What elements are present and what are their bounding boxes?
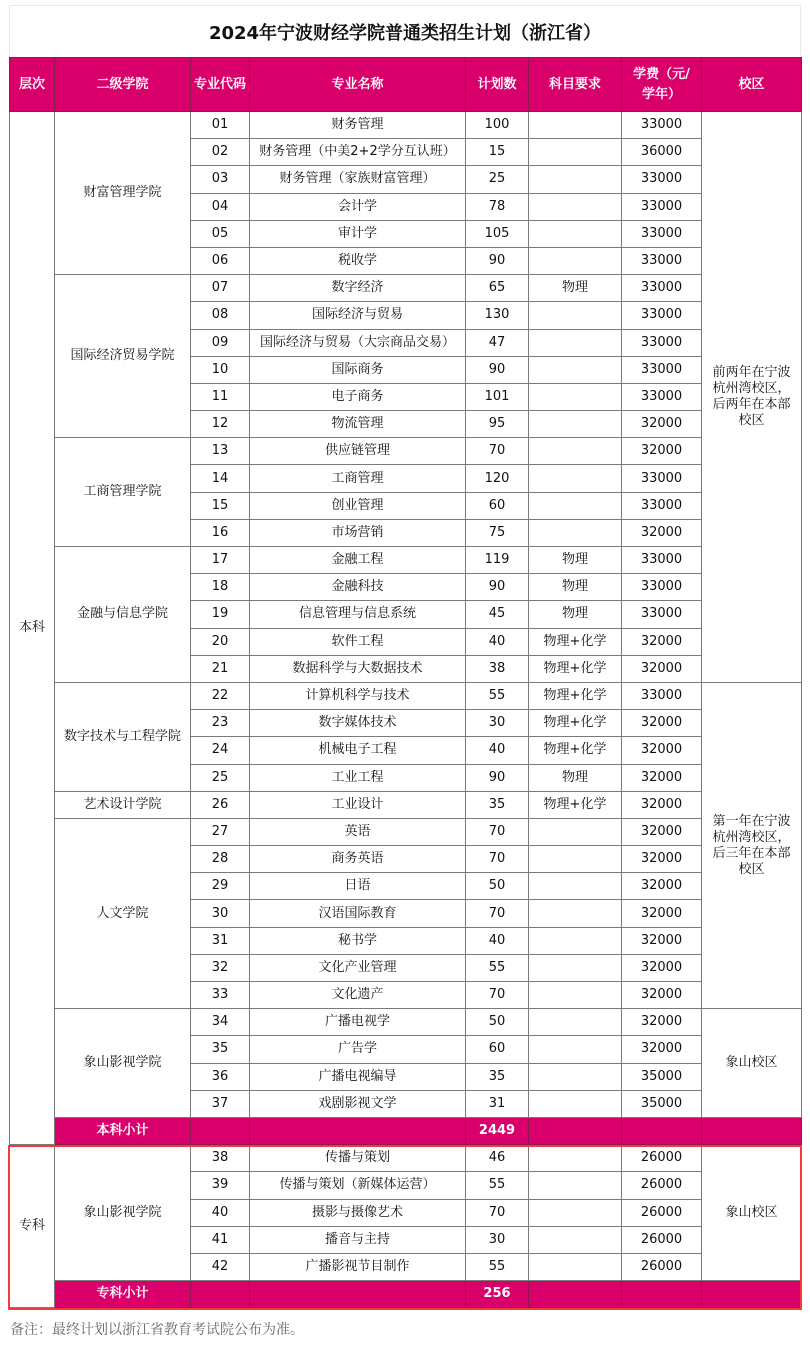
subject-requirement: 物理+化学 [529,710,622,737]
tuition-fee: 32000 [622,982,702,1009]
subtotal-blank [191,1281,250,1308]
subject-requirement [529,166,622,193]
tuition-fee: 33000 [622,193,702,220]
plan-count: 46 [466,1145,529,1172]
subtotal-blank [702,1117,802,1144]
plan-count: 40 [466,628,529,655]
page-title: 2024年宁波财经学院普通类招生计划（浙江省） [9,5,801,57]
plan-count: 95 [466,411,529,438]
tuition-fee: 32000 [622,628,702,655]
major-code: 16 [191,519,250,546]
major-name: 播音与主持 [250,1226,466,1253]
major-name: 英语 [250,818,466,845]
college-name: 数字技术与工程学院 [55,682,191,791]
subject-requirement [529,1036,622,1063]
plan-count: 30 [466,1226,529,1253]
campus: 象山校区 [702,1009,802,1118]
subtotal-blank [529,1117,622,1144]
major-name: 广播影视节目制作 [250,1253,466,1280]
tuition-fee: 33000 [622,356,702,383]
plan-count: 101 [466,383,529,410]
tuition-fee: 32000 [622,710,702,737]
subject-requirement [529,247,622,274]
table-row [10,682,802,709]
table-row [10,275,802,302]
tuition-fee: 33000 [622,247,702,274]
tuition-fee: 32000 [622,655,702,682]
header-college: 二级学院 [55,58,191,112]
table-row [10,1009,802,1036]
tuition-fee: 32000 [622,438,702,465]
plan-count: 30 [466,710,529,737]
major-code: 23 [191,710,250,737]
major-name: 会计学 [250,193,466,220]
plan-count: 50 [466,1009,529,1036]
enrollment-plan-table [9,57,802,1308]
tuition-fee: 32000 [622,411,702,438]
major-name: 工业工程 [250,764,466,791]
subtotal-blank [622,1117,702,1144]
subject-requirement: 物理+化学 [529,628,622,655]
tuition-fee: 33000 [622,601,702,628]
major-name: 物流管理 [250,411,466,438]
major-code: 32 [191,954,250,981]
plan-count: 130 [466,302,529,329]
major-name: 秘书学 [250,927,466,954]
tuition-fee: 33000 [622,465,702,492]
tuition-fee: 33000 [622,574,702,601]
subject-requirement [529,927,622,954]
zhuanke-subtotal-row [10,1281,802,1308]
major-code: 21 [191,655,250,682]
major-code: 30 [191,900,250,927]
subtotal-value: 2449 [466,1117,529,1144]
plan-count: 119 [466,547,529,574]
subtotal-label: 本科小计 [55,1117,191,1144]
plan-count: 38 [466,655,529,682]
major-code: 01 [191,112,250,139]
plan-count: 35 [466,1063,529,1090]
subject-requirement: 物理+化学 [529,791,622,818]
plan-count: 55 [466,682,529,709]
major-name: 广告学 [250,1036,466,1063]
tuition-fee: 32000 [622,764,702,791]
plan-count: 78 [466,193,529,220]
subject-requirement [529,302,622,329]
table-row [10,112,802,139]
major-code: 17 [191,547,250,574]
subject-requirement [529,383,622,410]
subject-requirement [529,954,622,981]
subtotal-blank [529,1281,622,1308]
subject-requirement [529,193,622,220]
header-tuition: 学费（元/学年） [622,58,702,112]
major-name: 日语 [250,873,466,900]
major-name: 金融科技 [250,574,466,601]
subject-requirement [529,112,622,139]
table-header-row [10,58,802,112]
major-code: 25 [191,764,250,791]
major-name: 财务管理（家族财富管理） [250,166,466,193]
major-code: 15 [191,492,250,519]
major-name: 税收学 [250,247,466,274]
plan-count: 70 [466,846,529,873]
major-name: 广播电视学 [250,1009,466,1036]
header-campus: 校区 [702,58,802,112]
tuition-fee: 33000 [622,329,702,356]
subject-requirement: 物理+化学 [529,737,622,764]
plan-count: 90 [466,356,529,383]
major-name: 戏剧影视文学 [250,1090,466,1117]
subject-requirement [529,1063,622,1090]
major-code: 28 [191,846,250,873]
plan-count: 90 [466,764,529,791]
subtotal-blank [702,1281,802,1308]
tuition-fee: 33000 [622,492,702,519]
major-name: 数字媒体技术 [250,710,466,737]
major-code: 19 [191,601,250,628]
major-code: 40 [191,1199,250,1226]
plan-count: 55 [466,954,529,981]
major-name: 市场营销 [250,519,466,546]
major-name: 信息管理与信息系统 [250,601,466,628]
college-name: 财富管理学院 [55,112,191,275]
major-code: 35 [191,1036,250,1063]
subject-requirement [529,818,622,845]
major-code: 09 [191,329,250,356]
plan-count: 50 [466,873,529,900]
plan-count: 75 [466,519,529,546]
major-code: 20 [191,628,250,655]
major-name: 文化产业管理 [250,954,466,981]
tuition-fee: 32000 [622,519,702,546]
plan-count: 60 [466,492,529,519]
subtotal-blank [622,1281,702,1308]
benke-subtotal-row [10,1117,802,1144]
subject-requirement [529,220,622,247]
tuition-fee: 36000 [622,139,702,166]
table-row [10,438,802,465]
plan-count: 47 [466,329,529,356]
subtotal-blank [250,1117,466,1144]
tuition-fee: 32000 [622,927,702,954]
major-code: 10 [191,356,250,383]
major-code: 14 [191,465,250,492]
major-name: 传播与策划 [250,1145,466,1172]
major-name: 汉语国际教育 [250,900,466,927]
college-name: 人文学院 [55,818,191,1008]
major-name: 国际经济与贸易 [250,302,466,329]
plan-count: 100 [466,112,529,139]
subtotal-value: 256 [466,1281,529,1308]
table-row [10,1145,802,1172]
tuition-fee: 26000 [622,1226,702,1253]
tuition-fee: 33000 [622,682,702,709]
plan-count: 105 [466,220,529,247]
tuition-fee: 33000 [622,166,702,193]
tuition-fee: 32000 [622,1036,702,1063]
major-name: 摄影与摄像艺术 [250,1199,466,1226]
major-name: 审计学 [250,220,466,247]
major-code: 36 [191,1063,250,1090]
plan-count: 45 [466,601,529,628]
major-name: 电子商务 [250,383,466,410]
tuition-fee: 35000 [622,1063,702,1090]
plan-count: 40 [466,737,529,764]
college-name: 国际经济贸易学院 [55,275,191,438]
tuition-fee: 32000 [622,1009,702,1036]
campus: 第一年在宁波杭州湾校区，后三年在本部校区 [702,682,802,1008]
header-subject-req: 科目要求 [529,58,622,112]
plan-count: 70 [466,982,529,1009]
tuition-fee: 32000 [622,900,702,927]
college-name: 金融与信息学院 [55,547,191,683]
major-name: 供应链管理 [250,438,466,465]
plan-count: 90 [466,574,529,601]
tuition-fee: 26000 [622,1253,702,1280]
subject-requirement [529,1090,622,1117]
tuition-fee: 26000 [622,1172,702,1199]
major-code: 41 [191,1226,250,1253]
major-code: 24 [191,737,250,764]
major-name: 创业管理 [250,492,466,519]
table-row [10,791,802,818]
header-major-code: 专业代码 [191,58,250,112]
subject-requirement [529,139,622,166]
tuition-fee: 32000 [622,737,702,764]
college-name: 象山影视学院 [55,1145,191,1281]
header-major-name: 专业名称 [250,58,466,112]
tuition-fee: 33000 [622,302,702,329]
plan-count: 40 [466,927,529,954]
tuition-fee: 32000 [622,818,702,845]
major-code: 34 [191,1009,250,1036]
major-name: 数字经济 [250,275,466,302]
college-name: 艺术设计学院 [55,791,191,818]
subject-requirement [529,900,622,927]
major-code: 33 [191,982,250,1009]
subject-requirement: 物理+化学 [529,682,622,709]
college-name: 象山影视学院 [55,1009,191,1118]
plan-count: 35 [466,791,529,818]
major-name: 传播与策划（新媒体运营） [250,1172,466,1199]
subject-requirement [529,846,622,873]
plan-count: 70 [466,438,529,465]
major-code: 12 [191,411,250,438]
major-name: 软件工程 [250,628,466,655]
major-code: 02 [191,139,250,166]
major-name: 金融工程 [250,547,466,574]
tuition-fee: 26000 [622,1199,702,1226]
major-code: 04 [191,193,250,220]
major-code: 06 [191,247,250,274]
tuition-fee: 33000 [622,547,702,574]
tuition-fee: 33000 [622,112,702,139]
major-code: 18 [191,574,250,601]
plan-count: 15 [466,139,529,166]
plan-count: 120 [466,465,529,492]
campus: 象山校区 [702,1145,802,1281]
subject-requirement: 物理 [529,764,622,791]
tuition-fee: 32000 [622,791,702,818]
plan-count: 65 [466,275,529,302]
subject-requirement [529,873,622,900]
major-name: 商务英语 [250,846,466,873]
subject-requirement [529,1009,622,1036]
subject-requirement [529,465,622,492]
subject-requirement [529,519,622,546]
major-code: 11 [191,383,250,410]
subject-requirement: 物理+化学 [529,655,622,682]
major-name: 国际经济与贸易（大宗商品交易） [250,329,466,356]
major-name: 财务管理 [250,112,466,139]
subtotal-blank [191,1117,250,1144]
subject-requirement [529,1172,622,1199]
plan-count: 31 [466,1090,529,1117]
major-code: 05 [191,220,250,247]
tuition-fee: 33000 [622,383,702,410]
plan-count: 70 [466,1199,529,1226]
level-benke: 本科 [10,112,55,1145]
plan-count: 55 [466,1253,529,1280]
tuition-fee: 33000 [622,275,702,302]
level-zhuanke: 专科 [10,1145,55,1308]
major-code: 39 [191,1172,250,1199]
major-code: 07 [191,275,250,302]
major-code: 13 [191,438,250,465]
subject-requirement [529,1199,622,1226]
table-row [10,818,802,845]
major-name: 广播电视编导 [250,1063,466,1090]
tuition-fee: 26000 [622,1145,702,1172]
major-name: 国际商务 [250,356,466,383]
footnote: 备注：最终计划以浙江省教育考试院公布为准。 [10,1322,304,1338]
subject-requirement: 物理 [529,275,622,302]
major-code: 27 [191,818,250,845]
header-level: 层次 [10,58,55,112]
tuition-fee: 32000 [622,873,702,900]
plan-count: 70 [466,900,529,927]
plan-count: 90 [466,247,529,274]
tuition-fee: 32000 [622,954,702,981]
major-code: 42 [191,1253,250,1280]
subtotal-blank [250,1281,466,1308]
subject-requirement [529,438,622,465]
major-name: 文化遗产 [250,982,466,1009]
plan-count: 60 [466,1036,529,1063]
subject-requirement [529,356,622,383]
major-name: 计算机科学与技术 [250,682,466,709]
major-name: 工业设计 [250,791,466,818]
subject-requirement: 物理 [529,574,622,601]
subject-requirement: 物理 [529,547,622,574]
campus: 前两年在宁波杭州湾校区，后两年在本部校区 [702,112,802,683]
major-code: 29 [191,873,250,900]
major-name: 财务管理（中美2+2学分互认班） [250,139,466,166]
subject-requirement [529,982,622,1009]
major-name: 机械电子工程 [250,737,466,764]
subject-requirement [529,329,622,356]
major-code: 38 [191,1145,250,1172]
major-code: 08 [191,302,250,329]
college-name: 工商管理学院 [55,438,191,547]
major-code: 37 [191,1090,250,1117]
subject-requirement [529,411,622,438]
tuition-fee: 35000 [622,1090,702,1117]
major-code: 26 [191,791,250,818]
subject-requirement [529,492,622,519]
major-name: 工商管理 [250,465,466,492]
major-name: 数据科学与大数据技术 [250,655,466,682]
major-code: 31 [191,927,250,954]
tuition-fee: 32000 [622,846,702,873]
major-code: 03 [191,166,250,193]
table-body [10,112,802,1308]
tuition-fee: 33000 [622,220,702,247]
subtotal-label: 专科小计 [55,1281,191,1308]
subject-requirement [529,1145,622,1172]
subject-requirement: 物理 [529,601,622,628]
plan-count: 55 [466,1172,529,1199]
subject-requirement [529,1253,622,1280]
header-plan-count: 计划数 [466,58,529,112]
major-code: 22 [191,682,250,709]
subject-requirement [529,1226,622,1253]
table-row [10,547,802,574]
plan-count: 70 [466,818,529,845]
plan-count: 25 [466,166,529,193]
